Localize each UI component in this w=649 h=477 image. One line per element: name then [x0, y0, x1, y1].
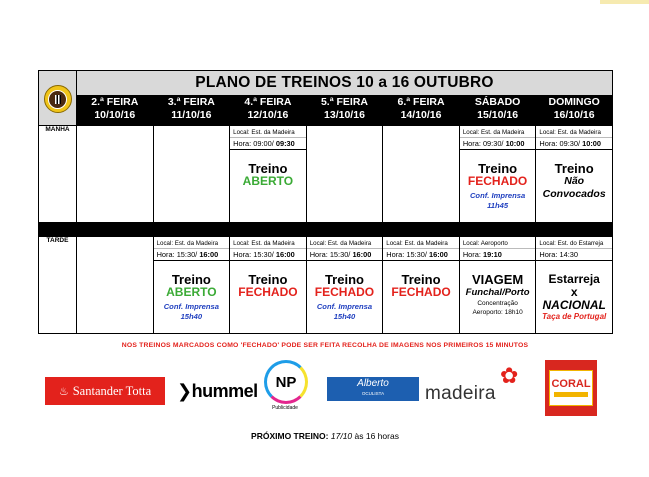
- closed-training-footnote: NOS TREINOS MARCADOS COMO 'FECHADO' PODE SER FEITA RECOLHA DE IMAGENS NOS PRIMEIROS 15 MINUTOS: [121, 342, 529, 349]
- hour-text: Hora: 15:30/ 16:00: [154, 249, 230, 261]
- np-logo: NP Publicidade: [264, 360, 306, 408]
- madeira-logo: madeira: [425, 383, 496, 404]
- afternoon-fri: [383, 237, 460, 334]
- day-header-sat: SÁBADO 15/10/16: [459, 96, 536, 126]
- training-plan-table: [38, 70, 613, 334]
- afternoon-thu: [306, 237, 383, 334]
- flower-icon: ✿: [500, 363, 519, 388]
- location-text: Local: Est. da Madeira: [230, 237, 306, 249]
- hour-text: Hora: 09:00/ 09:30: [230, 138, 306, 150]
- next-training: PRÓXIMO TREINO: 17/10 às 16 horas: [251, 431, 399, 441]
- hummel-logo: ❯hummel: [177, 381, 258, 401]
- flame-icon: ♨: [58, 385, 69, 398]
- hour-text: Hora: 09:30/ 10:00: [460, 138, 536, 150]
- cup-label: Taça de Portugal: [542, 312, 607, 321]
- hour-text: Hora: 14:30: [536, 249, 612, 261]
- location-text: Local: Est. da Madeira: [307, 237, 383, 249]
- gathering-time: Aeroporto: 18h10: [472, 309, 523, 316]
- hour-text: Hora: 15:30/ 16:00: [383, 249, 459, 261]
- session-status: Treino FECHADO: [467, 161, 528, 188]
- press-conference-label: Conf. Imprensa: [163, 302, 219, 311]
- hour-text: Hora: 19:10: [460, 249, 536, 261]
- day-header-tue: 3.ª FEIRA 11/10/16: [153, 96, 230, 126]
- location-text: Local: Est. da Madeira: [230, 126, 306, 138]
- morning-sun: [536, 126, 613, 223]
- hour-text: Hora: 15:30/ 16:00: [230, 249, 306, 261]
- morning-wed: [230, 126, 307, 223]
- corner-tab: [600, 0, 649, 4]
- session-status: Treino FECHADO: [238, 272, 298, 299]
- afternoon-sat: [459, 237, 536, 334]
- press-conference-time: 15h40: [180, 312, 203, 321]
- morning-sat: [459, 126, 536, 223]
- morning-row: [39, 126, 613, 223]
- press-conference-label: Conf. Imprensa: [469, 191, 526, 200]
- location-text: Local: Est. da Madeira: [536, 126, 612, 138]
- afternoon-mon: [77, 237, 154, 334]
- page-title: PLANO DE TREINOS 10 a 16 OUTUBRO: [77, 71, 613, 96]
- alberto-oculista-logo: Alberto OCULISTA: [327, 377, 419, 401]
- session-status: Treino FECHADO: [391, 272, 451, 299]
- day-header-wed: 4.ª FEIRA 12/10/16: [230, 96, 307, 126]
- session-status: Treino ABERTO: [166, 272, 217, 299]
- day-header-fri: 6.ª FEIRA 14/10/16: [383, 96, 460, 126]
- session-status: Treino Não Convocados: [542, 161, 606, 200]
- morning-thu: [306, 126, 383, 223]
- morning-mon: [77, 126, 154, 223]
- location-text: Local: Est. da Madeira: [460, 126, 536, 138]
- gathering-label: Concentração: [477, 300, 518, 307]
- press-conference-label: Conf. Imprensa: [316, 302, 373, 311]
- location-text: Local: Aeroporto: [460, 237, 536, 249]
- session-status: Treino FECHADO: [314, 272, 375, 299]
- session-status: Treino ABERTO: [242, 161, 294, 188]
- location-text: Local: Est. da Madeira: [154, 237, 230, 249]
- morning-fri: [383, 126, 460, 223]
- club-crest-cell: [39, 71, 77, 126]
- santander-logo: ♨ Santander Totta: [45, 377, 165, 405]
- period-label-afternoon: TARDE: [39, 237, 77, 334]
- session-status: VIAGEM Funchal/Porto: [465, 272, 530, 298]
- period-separator: [39, 223, 613, 237]
- days-header-row: [39, 96, 613, 126]
- sponsors-strip: [40, 355, 610, 425]
- day-header-mon: 2.ª FEIRA 10/10/16: [77, 96, 154, 126]
- chevron-icon: ❯: [177, 381, 192, 401]
- location-text: Local: Est. do Estarreja: [536, 237, 612, 249]
- afternoon-sun: [536, 237, 613, 334]
- coral-logo: CORAL: [545, 360, 597, 416]
- press-conference-time: 15h40: [333, 312, 356, 321]
- period-label-morning: MANHÃ: [39, 126, 77, 223]
- afternoon-tue: [153, 237, 230, 334]
- club-crest-icon: [44, 85, 72, 113]
- location-text: Local: Est. da Madeira: [383, 237, 459, 249]
- match-info: Estarreja x NACIONAL: [542, 272, 606, 312]
- afternoon-wed: [230, 237, 307, 334]
- morning-tue: [153, 126, 230, 223]
- day-header-thu: 5.ª FEIRA 13/10/16: [306, 96, 383, 126]
- hour-text: Hora: 09:30/ 10:00: [536, 138, 612, 150]
- press-conference-time: 11h45: [487, 201, 509, 210]
- day-header-sun: DOMINGO 16/10/16: [536, 96, 613, 126]
- hour-text: Hora: 15:30/ 16:00: [307, 249, 383, 261]
- afternoon-row: [39, 237, 613, 334]
